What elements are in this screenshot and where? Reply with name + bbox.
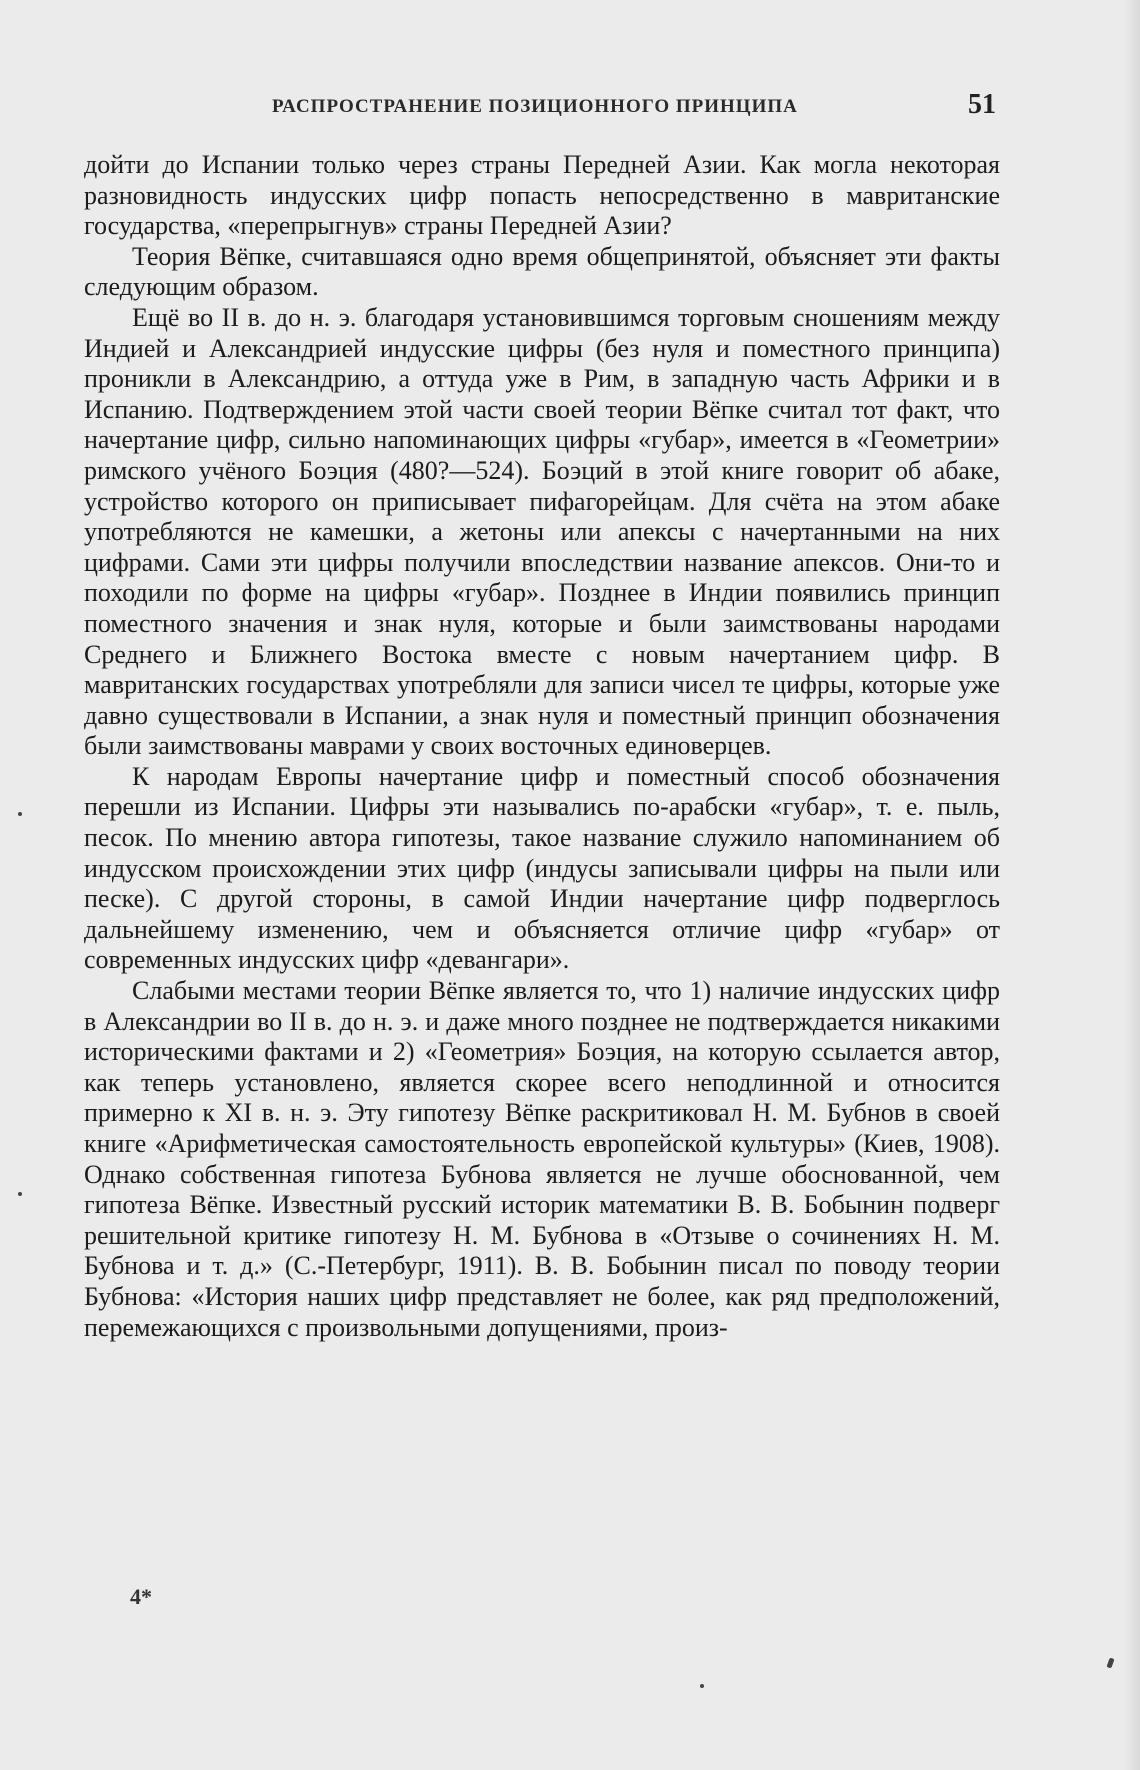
body-text: [84, 150, 1000, 1343]
paragraph-2: Теория Вёпке, считавшаяся одно время общепринятой, объясняет эти факты следующим образом.: [84, 241, 1000, 302]
signature-mark: 4*: [130, 1584, 152, 1609]
paragraph-4: К народам Европы начертание цифр и поместный способ обозначения перешли из Испании. Цифры эти назывались по-арабски «губар», т. е. пыль, песок. По мнению автора гипотезы, такое название служило напоминанием об индусском происхождении этих цифр (индусы записывали цифры на пыли или песке). С другой стороны, в самой Индии начертание цифр подверглось дальнейшему изменению, чем и объясняется отличие цифр «губар» от современных индусских цифр «девангари».: [84, 761, 1000, 975]
paragraph-3: Ещё во II в. до н. э. благодаря установившимся торговым сношениям между Индией и Александрией индусские цифры (без нуля и поместного принципа) проникли в Александрию, а оттуда уже в Рим, в западную часть Африки и в Испанию. Подтверждением этой части своей теории Вёпке считал тот факт, что начертание цифр, сильно напоминающих цифры «губар», имеется в «Геометрии» римского учёного Боэция (480?—524). Боэций в этой книге говорит об абаке, устройство которого он приписывает пифагорейцам. Для счёта на этом абаке употребляются не камешки, а жетоны или апексы с начертанными на них цифрами. Сами эти цифры получили впоследствии название апексов. Они-то и походили по форме на цифры «губар». Позднее в Индии появились принцип поместного значения и знак нуля, которые и были заимствованы народами Среднего и Ближнего Востока вместе с новым начертанием цифр. В мавританских государствах употребляли для записи чисел те цифры, которые уже давно существовали в Испании, а знак нуля и поместный принцип обозначения были заимствованы маврами у своих восточных единоверцев.: [84, 302, 1000, 761]
paragraph-5: Слабыми местами теории Вёпке является то, что 1) наличие индусских цифр в Александрии во II в. до н. э. и даже много позднее не подтверждается никакими историческими фактами и 2) «Геометрия» Боэция, на которую ссылается автор, как теперь установлено, является скорее всего неподлинной и относится примерно к XI в. н. э. Эту гипотезу Вёпке раскритиковал Н. М. Бубнов в своей книге «Арифметическая самостоятельность европейской культуры» (Киев, 1908). Однако собственная гипотеза Бубнова является не лучше обоснованной, чем гипотеза Вёпке. Известный русский историк математики В. В. Бобынин подверг решительной критике гипотезу Н. М. Бубнова в «Отзыве о сочинениях Н. М. Бубнова и т. д.» (С.-Петербург, 1911). В. В. Бобынин писал по поводу теории Бубнова: «История наших цифр представляет не более, как ряд предположений, перемежающихся с произвольными допущениями, произ-: [84, 976, 1000, 1342]
page-edge-shadow: [1124, 0, 1140, 1770]
scan-speck: [18, 1192, 22, 1196]
scan-speck: [700, 1684, 704, 1688]
running-header: РАСПРОСТРАНЕНИЕ ПОЗИЦИОННОГО ПРИНЦИПА: [272, 96, 798, 117]
page-number: 51: [968, 89, 996, 120]
scan-speck: [1106, 1657, 1114, 1668]
paragraph-1: дойти до Испании только через страны Передней Азии. Как могла некоторая разновидность индусских цифр попасть непосредственно в мавританские государства, «перепрыгнув» страны Передней Азии?: [84, 150, 1000, 241]
scan-speck: [18, 812, 22, 816]
